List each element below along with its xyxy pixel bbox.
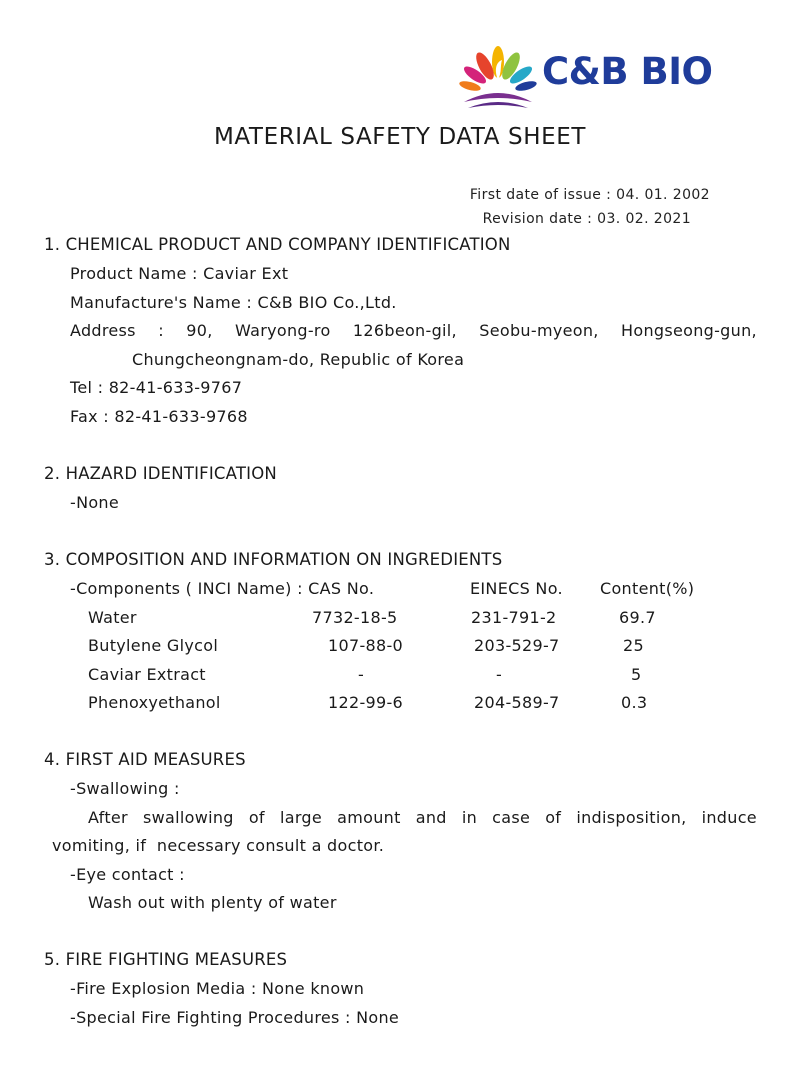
ingredient-einecs: 231-791-2 bbox=[471, 608, 557, 627]
address-word: Seobu-myeon, bbox=[479, 321, 599, 340]
ingredient-content: 25 bbox=[623, 636, 644, 655]
address-line-1 bbox=[70, 321, 757, 340]
section-1-heading: 1. CHEMICAL PRODUCT AND COMPANY IDENTIFICATION bbox=[44, 235, 511, 254]
revision-date: Revision date : 03. 02. 2021 bbox=[482, 211, 691, 227]
swallowing-line-1 bbox=[88, 808, 757, 827]
lotus-logo-icon bbox=[458, 40, 538, 112]
ingredient-einecs: 204-589-7 bbox=[474, 693, 560, 712]
ingredient-cas: 7732-18-5 bbox=[312, 608, 398, 627]
hazard-body: -None bbox=[70, 493, 120, 512]
swallowing-word: After bbox=[88, 808, 128, 827]
special-fire-procedures: -Special Fire Fighting Procedures : None bbox=[70, 1008, 400, 1027]
address-word: Waryong-ro bbox=[235, 321, 331, 340]
ingredient-cas: 122-99-6 bbox=[328, 693, 404, 712]
ingredient-content: 69.7 bbox=[619, 608, 656, 627]
brand-name: C&B BIO bbox=[542, 50, 713, 93]
ingredient-name: Caviar Extract bbox=[88, 665, 206, 684]
swallowing-word: of bbox=[248, 808, 265, 827]
ingredient-einecs: 203-529-7 bbox=[474, 636, 560, 655]
address-word: : bbox=[158, 321, 164, 340]
fire-explosion-media: -Fire Explosion Media : None known bbox=[70, 979, 365, 998]
swallowing-line-2: vomiting, if necessary consult a doctor. bbox=[52, 836, 385, 855]
section-4-heading: 4. FIRST AID MEASURES bbox=[44, 750, 246, 769]
column-header-content: Content(%) bbox=[600, 579, 695, 598]
swallowing-word: large bbox=[279, 808, 323, 827]
ingredient-einecs: - bbox=[496, 665, 503, 684]
address-line-2: Chungcheongnam-do, Republic of Korea bbox=[132, 350, 465, 369]
ingredient-name: Phenoxyethanol bbox=[88, 693, 221, 712]
fax: Fax : 82-41-633-9768 bbox=[70, 407, 248, 426]
address-word: Address bbox=[70, 321, 136, 340]
swallowing-label: -Swallowing : bbox=[70, 779, 180, 798]
address-word: 126beon-gil, bbox=[352, 321, 457, 340]
swallowing-word: of bbox=[545, 808, 562, 827]
address-word: Hongseong-gun, bbox=[621, 321, 757, 340]
product-name: Product Name : Caviar Ext bbox=[70, 264, 289, 283]
swallowing-word: indisposition, bbox=[576, 808, 687, 827]
swallowing-word: case bbox=[492, 808, 531, 827]
telephone: Tel : 82-41-633-9767 bbox=[70, 378, 243, 397]
swallowing-word: induce bbox=[701, 808, 757, 827]
swallowing-word: in bbox=[461, 808, 478, 827]
swallowing-word: swallowing bbox=[143, 808, 234, 827]
ingredient-name: Water bbox=[88, 608, 137, 627]
ingredient-cas: - bbox=[358, 665, 365, 684]
page-title: MATERIAL SAFETY DATA SHEET bbox=[213, 124, 587, 150]
ingredient-cas: 107-88-0 bbox=[328, 636, 404, 655]
eye-contact-body: Wash out with plenty of water bbox=[88, 893, 337, 912]
section-5-heading: 5. FIRE FIGHTING MEASURES bbox=[44, 950, 288, 969]
ingredient-content: 0.3 bbox=[621, 693, 648, 712]
first-issue-date: First date of issue : 04. 01. 2002 bbox=[469, 187, 710, 203]
column-header-einecs: EINECS No. bbox=[470, 579, 563, 598]
ingredient-content: 5 bbox=[631, 665, 642, 684]
address-word: 90, bbox=[186, 321, 213, 340]
column-header-components: -Components ( INCI Name) : CAS No. bbox=[70, 579, 375, 598]
swallowing-word: amount bbox=[337, 808, 401, 827]
ingredient-name: Butylene Glycol bbox=[88, 636, 219, 655]
eye-contact-label: -Eye contact : bbox=[70, 865, 185, 884]
company-logo bbox=[458, 40, 718, 112]
section-2-heading: 2. HAZARD IDENTIFICATION bbox=[44, 464, 277, 483]
manufacturer-name: Manufacture's Name : C&B BIO Co.,Ltd. bbox=[70, 293, 397, 312]
section-3-heading: 3. COMPOSITION AND INFORMATION ON INGREDIENTS bbox=[44, 550, 503, 569]
swallowing-word: and bbox=[415, 808, 447, 827]
